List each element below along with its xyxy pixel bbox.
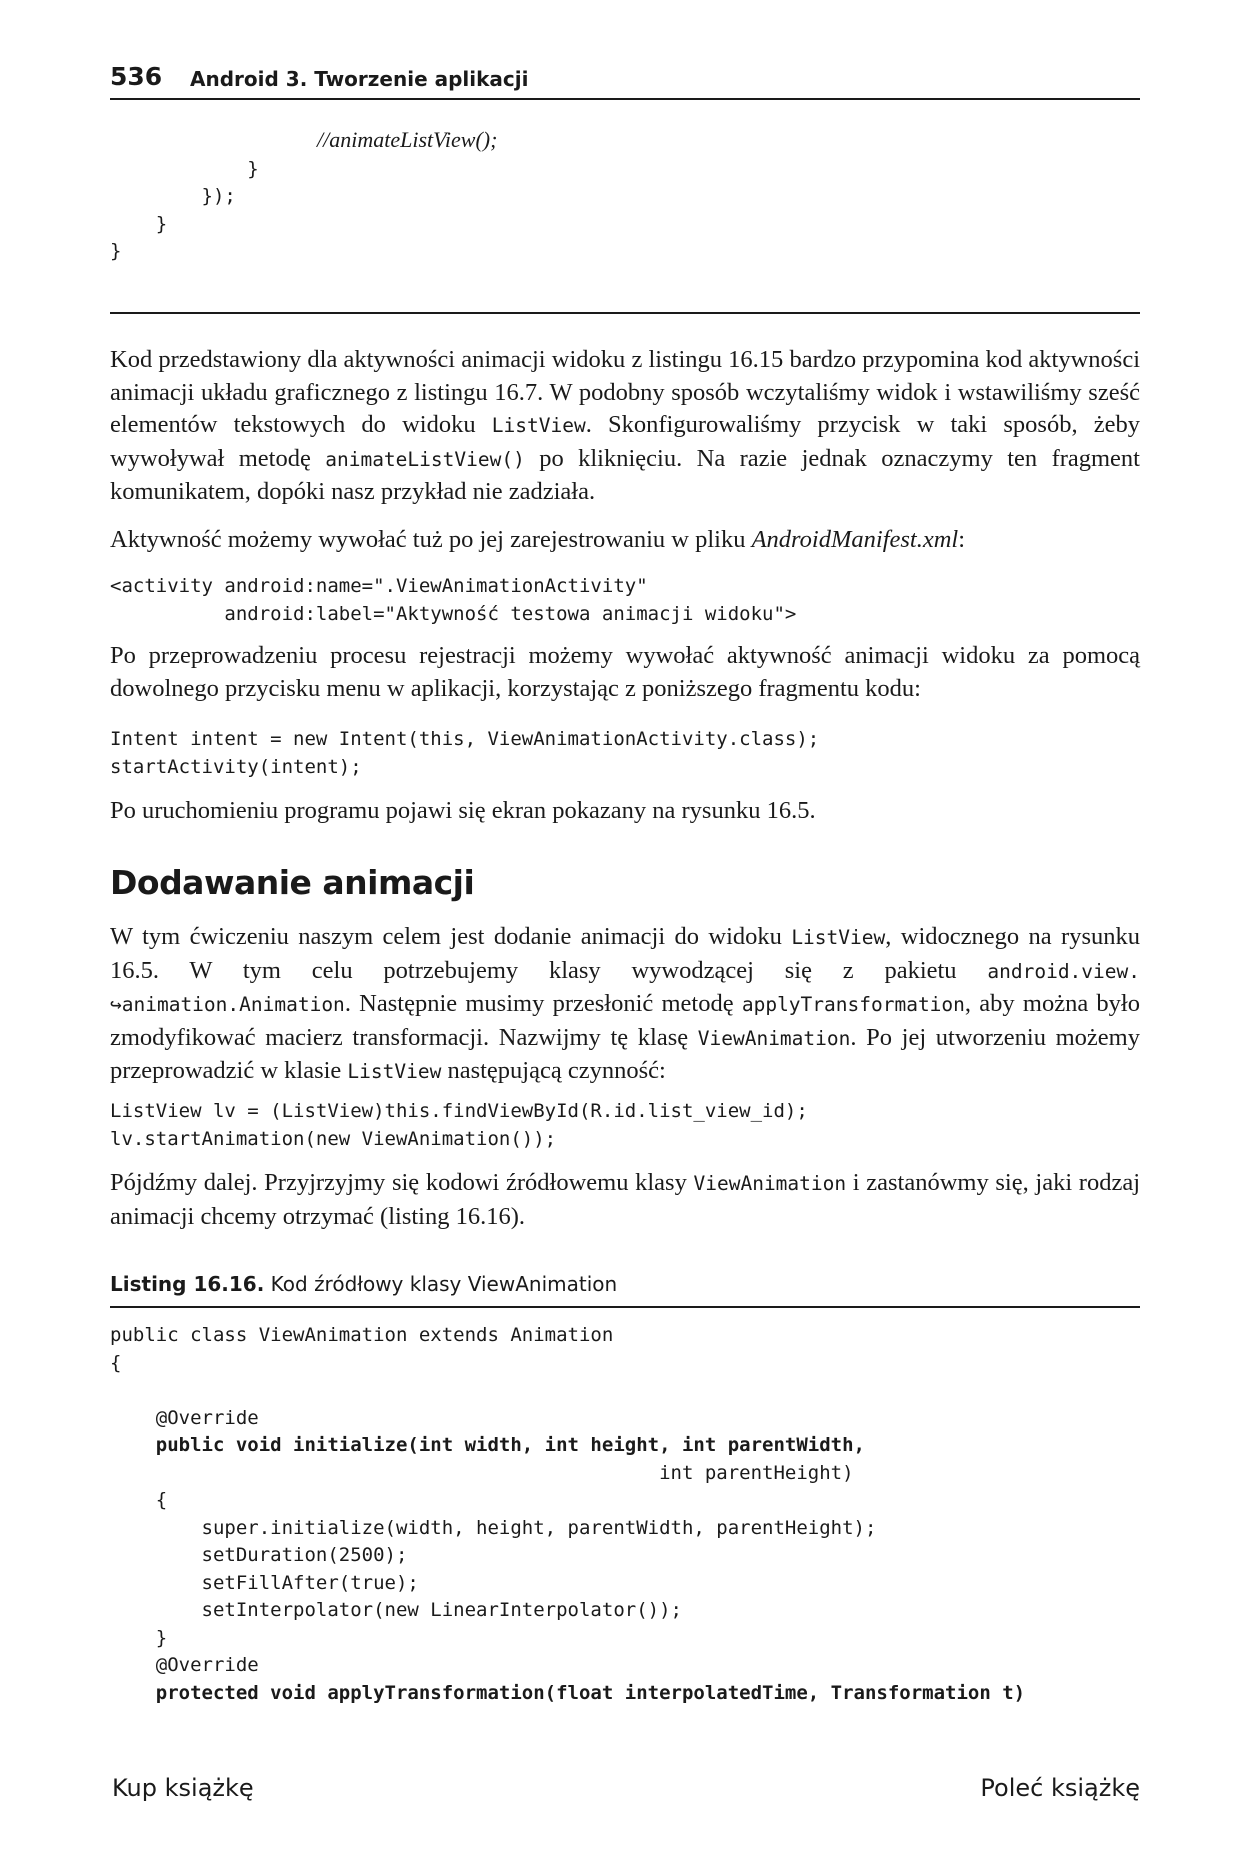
code-line: ListView lv = (ListView)this.findViewById(R.id.list_view_id);	[110, 1100, 808, 1122]
code-line: {	[110, 1489, 168, 1511]
code-line: }	[110, 212, 168, 235]
section-heading: Dodawanie animacji	[110, 863, 475, 902]
code-line: @Override	[110, 1406, 259, 1429]
file-name: AndroidManifest.xml	[751, 526, 959, 553]
code-line-bold: protected void applyTransformation(float interpolatedTime, Transformation t)	[110, 1681, 1026, 1704]
listing-end-rule	[110, 312, 1140, 314]
code-line-bold: public void initialize(int width, int height, int parentWidth,	[110, 1434, 865, 1456]
paragraph-1: Kod przedstawiony dla aktywności animacji widoku z listingu 16.15 bardzo przypomina kod aktywności animacji układu graficznego z listingu 16.7. W podobny sposób wczytaliśmy widok i wstawiliśmy sześć elementów tekstowych do widoku ListView. Skonfigurowaliśmy przycisk w taki sposób, żeby wywoływał metodę animateListView() po kliknięciu. Na razie jednak oznaczymy ten fragment komunikatem, dopóki nasz przykład nie zadziała.	[110, 346, 1140, 505]
code-line: android:label="Aktywność testowa animacji widoku">	[110, 602, 797, 625]
code-line: setDuration(2500);	[110, 1544, 408, 1566]
code-comment-line: //animateListView();	[317, 127, 498, 152]
paragraph-4: Po uruchomieniu programu pojawi się ekran pokazany na rysunku 16.5.	[110, 797, 816, 824]
code-line: setInterpolator(new LinearInterpolator());	[110, 1599, 682, 1621]
listing-start-rule	[110, 1306, 1140, 1308]
paragraph-6: Pójdźmy dalej. Przyjrzyjmy się kodowi źródłowemu klasy ViewAnimation i zastanówmy się, jaki rodzaj animacji chcemy otrzymać (listing 16.16).	[110, 1169, 1140, 1230]
code-listview	[110, 1098, 1140, 1153]
code-line: super.initialize(width, height, parentWidth, parentHeight);	[110, 1516, 877, 1539]
listing-caption	[110, 1272, 617, 1296]
paragraph-3: Po przeprowadzeniu procesu rejestracji możemy wywołać aktywność animacji widoku za pomocą dowolnego przycisku menu w aplikacji, korzystając z poniższego fragmentu kodu:	[110, 642, 1140, 702]
code-line: setFillAfter(true);	[110, 1571, 419, 1594]
code-line: public class ViewAnimation extends Animation	[110, 1324, 614, 1346]
code-line: <activity android:name=".ViewAnimationActivity"	[110, 575, 648, 597]
code-line: }	[110, 240, 122, 262]
code-line: @Override	[110, 1654, 259, 1676]
book-title: Android 3. Tworzenie aplikacji	[190, 67, 529, 91]
paragraph-2: Aktywność możemy wywołać tuż po jej zarejestrowaniu w pliku AndroidManifest.xml:	[110, 526, 966, 553]
code-line: Intent intent = new Intent(this, ViewAnimationActivity.class);	[110, 728, 820, 750]
code-line: });	[110, 185, 236, 207]
code-line: int parentHeight)	[110, 1461, 854, 1484]
listing-code	[110, 1322, 1140, 1707]
code-manifest	[110, 573, 1140, 628]
code-line: lv.startAnimation(new ViewAnimation());	[110, 1127, 557, 1150]
listing-title: Kod źródłowy klasy ViewAnimation	[264, 1272, 618, 1296]
book-page	[110, 0, 1140, 1850]
code-line: }	[110, 1626, 168, 1649]
listing-label: Listing 16.16.	[110, 1272, 265, 1296]
code-line: }	[110, 157, 259, 180]
code-line: {	[110, 1351, 122, 1374]
running-header	[110, 58, 1140, 100]
paragraph-5: W tym ćwiczeniu naszym celem jest dodanie animacji do widoku ListView, widocznego na rysunku 16.5. W tym celu potrzebujemy klasy wywodzącej się z pakietu android.view. ↪animation.Animation. Następnie musimy przesłonić metodę applyTransformation, aby można było zmodyfikować macierz transformacji. Nazwijmy tę klasę ViewAnimation. Po jej utworzeniu możemy przeprowadzić w klasie ListView następującą czynność:	[110, 923, 1140, 1084]
code-line: startActivity(intent);	[110, 755, 362, 778]
code-intent	[110, 726, 1140, 781]
recommend-book-link[interactable]: Poleć książkę	[980, 1774, 1140, 1802]
page-number: 536	[110, 62, 163, 91]
code-fragment-top	[110, 126, 1140, 266]
buy-book-link[interactable]: Kup książkę	[112, 1774, 254, 1802]
